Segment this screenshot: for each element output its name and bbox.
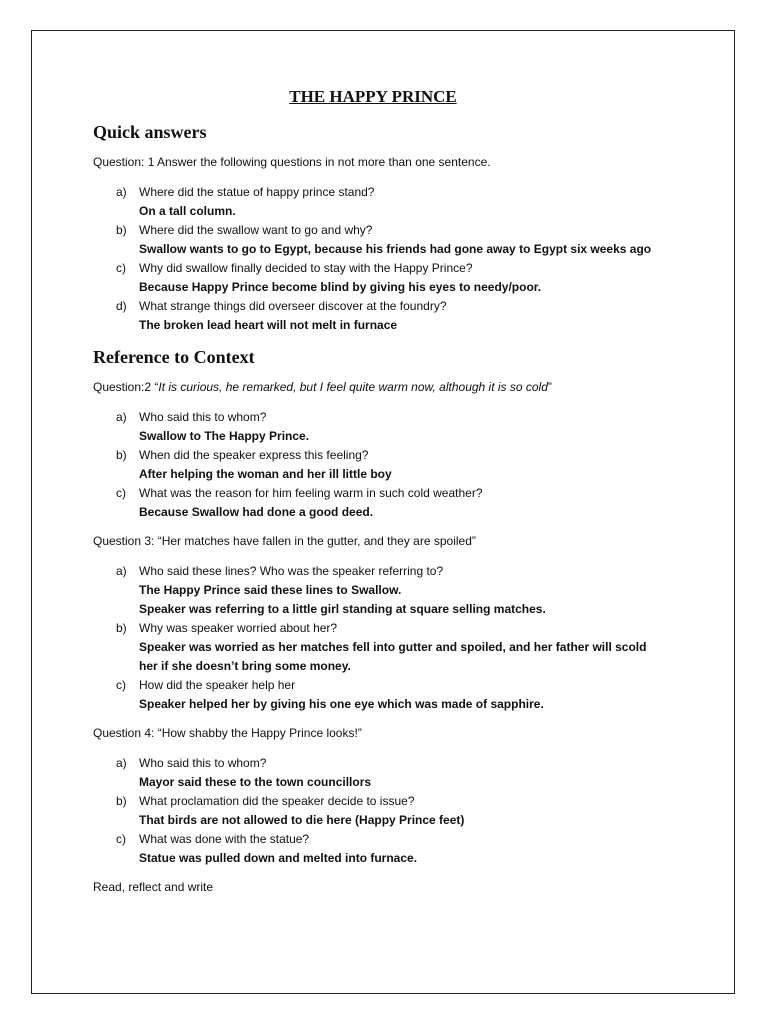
- item-marker: a): [116, 756, 127, 770]
- document-content: [93, 86, 713, 896]
- list-item: [93, 830, 713, 868]
- item-answer: Speaker was worried as her matches fell into gutter and spoiled, and her father will scold: [139, 640, 647, 654]
- question-2-list: [93, 408, 713, 522]
- list-item: [93, 676, 713, 714]
- question-2-prefix: Question:2 “: [93, 380, 159, 394]
- list-item: [93, 446, 713, 484]
- question-3-list: [93, 562, 713, 714]
- list-item: [93, 408, 713, 446]
- section-heading-quick-answers: Quick answers: [93, 122, 207, 142]
- question-2-quote: It is curious, he remarked, but I feel quite warm now, although it is so cold: [158, 380, 548, 394]
- item-question: Where did the swallow want to go and why?: [139, 223, 373, 237]
- item-answer: Because Happy Prince become blind by giving his eyes to needy/poor.: [139, 280, 542, 294]
- item-question: Why did swallow finally decided to stay with the Happy Prince?: [139, 261, 473, 275]
- item-marker: a): [116, 410, 127, 424]
- item-question: How did the speaker help her: [139, 678, 296, 692]
- item-marker: b): [116, 621, 127, 635]
- list-item: [93, 562, 713, 619]
- item-answer-continued: Speaker was referring to a little girl standing at square selling matches.: [139, 602, 546, 616]
- item-answer: The broken lead heart will not melt in furnace: [139, 318, 398, 332]
- item-marker: c): [116, 832, 126, 846]
- item-answer: Mayor said these to the town councillors: [139, 775, 372, 789]
- item-question: What strange things did overseer discover at the foundry?: [139, 299, 447, 313]
- item-question: What was the reason for him feeling warm in such cold weather?: [139, 486, 483, 500]
- item-answer: Swallow wants to go to Egypt, because his friends had gone away to Egypt six weeks ago: [139, 242, 652, 256]
- item-marker: c): [116, 486, 126, 500]
- item-answer: Statue was pulled down and melted into furnace.: [139, 851, 418, 865]
- list-item: [93, 221, 713, 259]
- item-answer: Because Swallow had done a good deed.: [139, 505, 374, 519]
- item-question: What was done with the statue?: [139, 832, 310, 846]
- section-heading-reference-to-context: Reference to Context: [93, 347, 255, 367]
- list-item: [93, 297, 713, 335]
- item-marker: a): [116, 564, 127, 578]
- item-marker: b): [116, 794, 127, 808]
- list-item: [93, 754, 713, 792]
- item-question: What proclamation did the speaker decide to issue?: [139, 794, 415, 808]
- item-marker: b): [116, 223, 127, 237]
- item-question: Who said this to whom?: [139, 410, 267, 424]
- item-marker: b): [116, 448, 127, 462]
- question-4-label: Question 4: “How shabby the Happy Prince looks!”: [93, 726, 362, 740]
- item-marker: c): [116, 261, 126, 275]
- question-1-label: Question: 1 Answer the following questions in not more than one sentence.: [93, 155, 491, 169]
- question-4-list: [93, 754, 713, 868]
- question-2-close-quote: ”: [547, 380, 552, 394]
- item-answer: Swallow to The Happy Prince.: [139, 429, 310, 443]
- list-item: [93, 484, 713, 522]
- item-marker: c): [116, 678, 126, 692]
- list-item: [93, 183, 713, 221]
- list-item: [93, 792, 713, 830]
- document-title: THE HAPPY PRINCE: [289, 87, 457, 106]
- item-answer-continued: her if she doesn’t bring some money.: [139, 659, 351, 673]
- question-3-label: Question 3: “Her matches have fallen in the gutter, and they are spoiled”: [93, 534, 476, 548]
- item-answer: The Happy Prince said these lines to Swallow.: [139, 583, 402, 597]
- item-marker: d): [116, 299, 127, 313]
- item-question: Why was speaker worried about her?: [139, 621, 338, 635]
- item-marker: a): [116, 185, 127, 199]
- item-question: Who said this to whom?: [139, 756, 267, 770]
- item-answer: On a tall column.: [139, 204, 236, 218]
- question-1-list: [93, 183, 713, 335]
- question-2-label: [93, 378, 713, 396]
- item-answer: After helping the woman and her ill little boy: [139, 467, 392, 481]
- item-question: Who said these lines? Who was the speaker referring to?: [139, 564, 444, 578]
- item-question: When did the speaker express this feeling?: [139, 448, 369, 462]
- item-answer: Speaker helped her by giving his one eye which was made of sapphire.: [139, 697, 544, 711]
- closing-instruction: Read, reflect and write: [93, 880, 214, 894]
- item-answer: That birds are not allowed to die here (Happy Prince feet): [139, 813, 465, 827]
- item-question: Where did the statue of happy prince stand?: [139, 185, 375, 199]
- list-item: [93, 259, 713, 297]
- list-item: [93, 619, 713, 676]
